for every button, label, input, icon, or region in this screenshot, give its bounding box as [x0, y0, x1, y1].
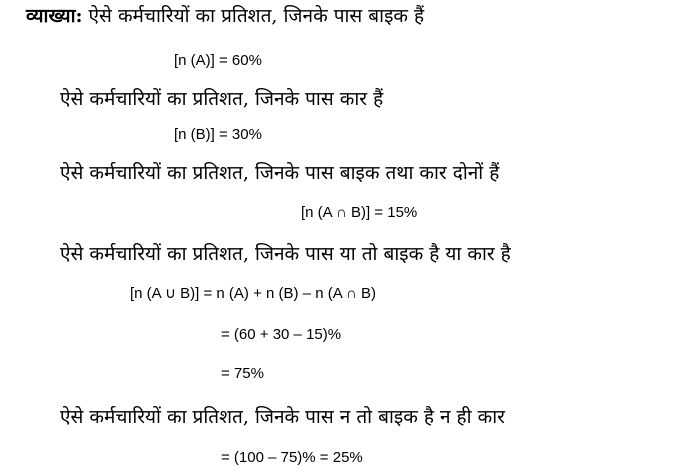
- equation-car: [n (B)] = 30%: [174, 126, 262, 143]
- equation-bike: [n (A)] = 60%: [174, 52, 262, 69]
- solution-line-1: [26, 4, 424, 28]
- equation-neither: = (100 – 75)% = 25%: [221, 449, 363, 466]
- text-car: ऐसे कर्मचारियों का प्रतिशत, जिनके पास कार हैं: [60, 88, 384, 110]
- equation-union-step1: = (60 + 30 – 15)%: [221, 326, 342, 343]
- solution-label: व्याख्या:: [26, 5, 83, 27]
- equation-union-step2: = 75%: [221, 365, 264, 382]
- equation-both: [n (A ∩ B)] = 15%: [301, 204, 418, 221]
- text-either: ऐसे कर्मचारियों का प्रतिशत, जिनके पास या तो बाइक है या कार है: [60, 243, 511, 265]
- intro-text: ऐसे कर्मचारियों का प्रतिशत, जिनके पास बाइक हैं: [82, 5, 425, 27]
- text-both: ऐसे कर्मचारियों का प्रतिशत, जिनके पास बाइक तथा कार दोनों हैं: [60, 162, 500, 184]
- equation-union: [n (A ∪ B)] = n (A) + n (B) – n (A ∩ B): [130, 285, 377, 302]
- text-neither: ऐसे कर्मचारियों का प्रतिशत, जिनके पास न तो बाइक है न ही कार: [60, 406, 505, 428]
